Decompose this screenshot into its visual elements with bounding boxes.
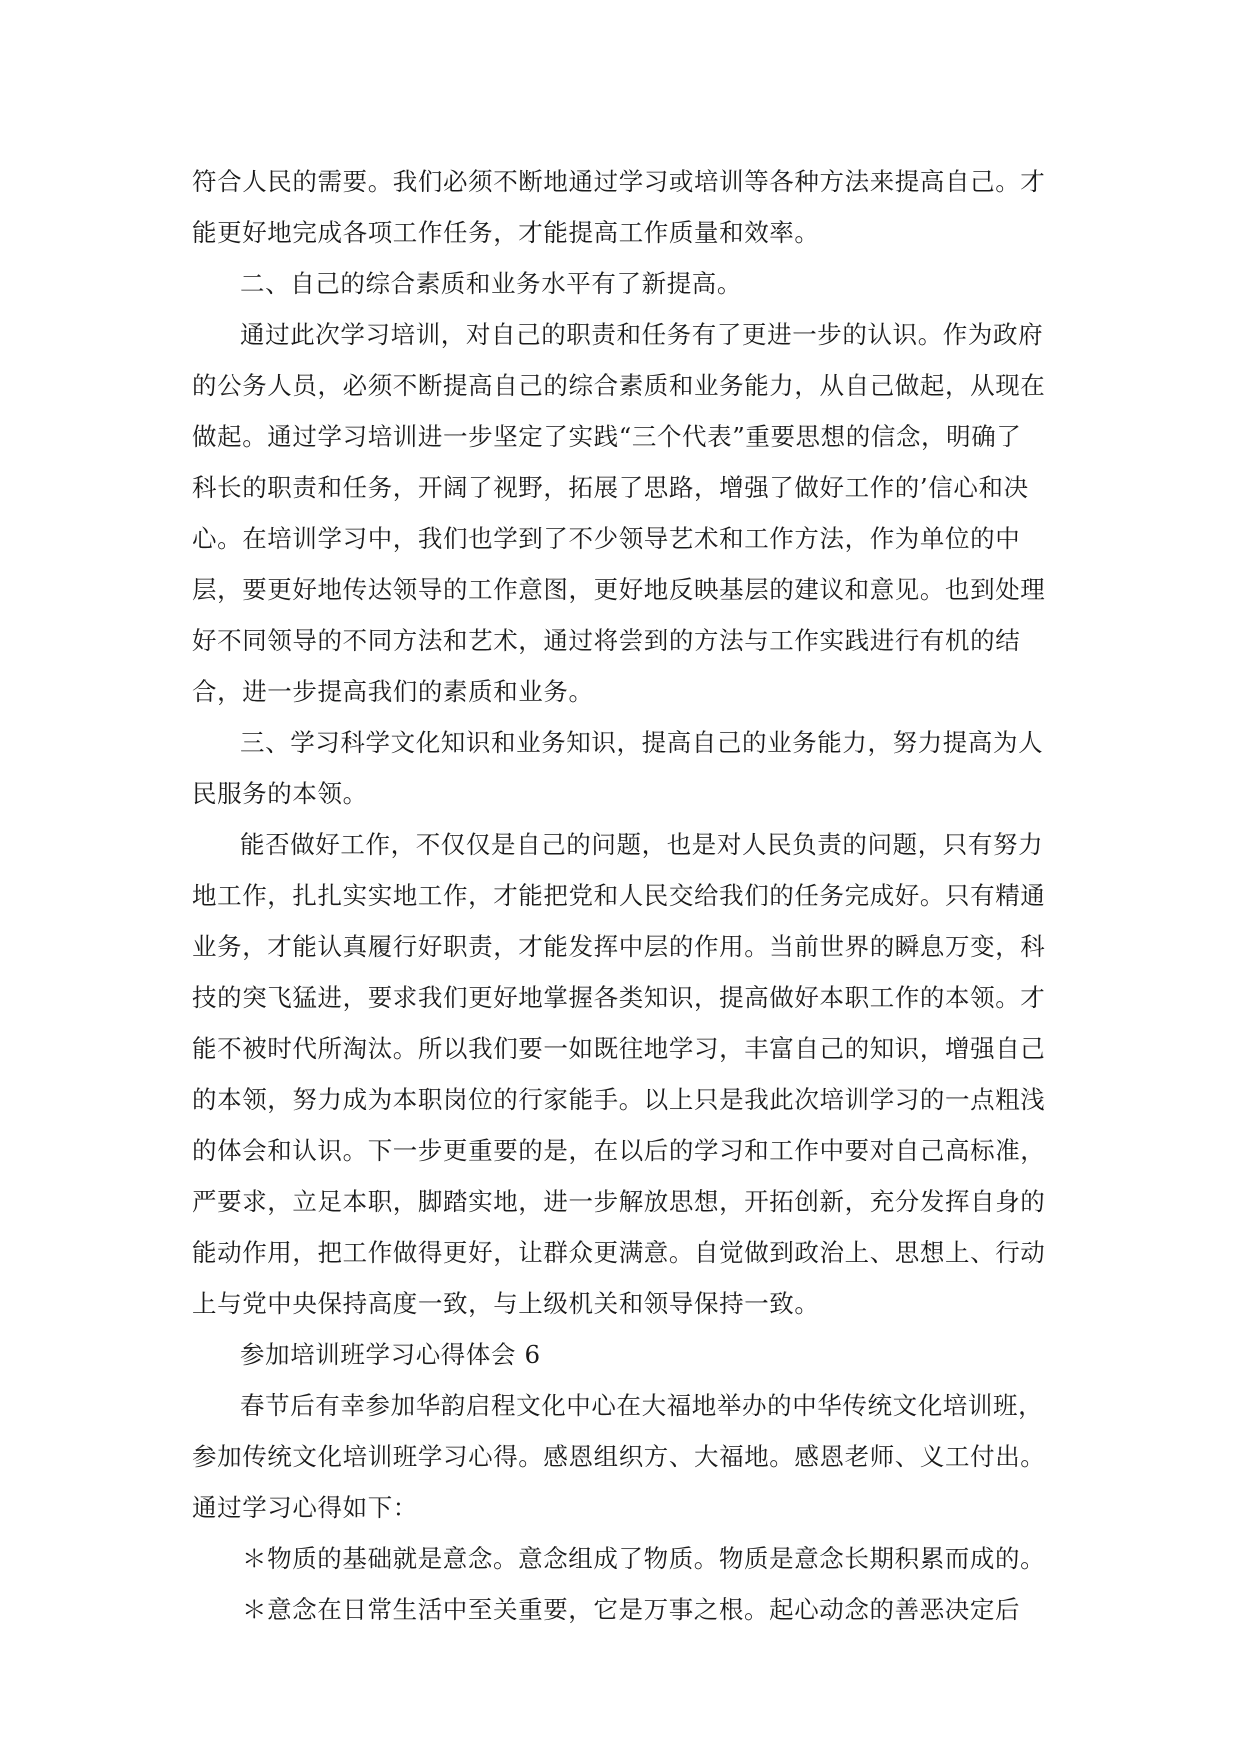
text-line: 严要求，立足本职，脚踏实地，进一步解放思想，开拓创新，充分发挥自身的: [192, 1187, 1046, 1216]
text-line: 能否做好工作，不仅仅是自己的问题，也是对人民负责的问题，只有努力: [240, 830, 1044, 859]
text-line: 合，进一步提高我们的素质和业务。: [192, 677, 594, 706]
document-body: [192, 156, 1048, 1635]
text-line: 科长的职责和任务，开阔了视野，拓展了思路，增强了做好工作的’信心和决: [192, 473, 1029, 502]
text-line: 技的突飞猛进，要求我们更好地掌握各类知识，提高做好本职工作的本领。才: [192, 983, 1046, 1012]
text-line: 能不被时代所淘汰。所以我们要一如既往地学习，丰富自己的知识，增强自己: [192, 1034, 1046, 1063]
text-line: 好不同领导的不同方法和艺术，通过将尝到的方法与工作实践进行有机的结: [192, 626, 1021, 655]
text-line: 的体会和认识。下一步更重要的是，在以后的学习和工作中要对自己高标准，: [192, 1136, 1046, 1165]
bullet-item: ＊意念在日常生活中至关重要，它是万事之根。起心动念的善恶决定后: [242, 1595, 1021, 1624]
text-line: 地工作，扎扎实实地工作，才能把党和人民交给我们的任务完成好。只有精通: [192, 881, 1046, 910]
section-heading: 三、学习科学文化知识和业务知识，提高自己的业务能力，努力提高为人: [240, 728, 1044, 757]
text-line: 上与党中央保持高度一致，与上级机关和领导保持一致。: [192, 1289, 820, 1318]
text-line: 春节后有幸参加华韵启程文化中心在大福地举办的中华传统文化培训班，: [240, 1391, 1044, 1420]
text-line: 能更好地完成各项工作任务，才能提高工作质量和效率。: [192, 218, 820, 247]
article-title: 参加培训班学习心得体会 6: [240, 1340, 541, 1369]
text-line: 做起。通过学习培训进一步坚定了实践“三个代表”重要思想的信念，明确了: [192, 422, 1022, 451]
text-line: 的本领，努力成为本职岗位的行家能手。以上只是我此次培训学习的一点粗浅: [192, 1085, 1046, 1114]
text-line: 的公务人员，必须不断提高自己的综合素质和业务能力，从自己做起，从现在: [192, 371, 1046, 400]
text-line: 民服务的本领。: [192, 779, 368, 808]
text-line: 业务，才能认真履行好职责，才能发挥中层的作用。当前世界的瞬息万变，科: [192, 932, 1046, 961]
section-heading: 二、自己的综合素质和业务水平有了新提高。: [240, 269, 742, 298]
text-line: 层，要更好地传达领导的工作意图，更好地反映基层的建议和意见。也到处理: [192, 575, 1046, 604]
text-line: 符合人民的需要。我们必须不断地通过学习或培训等各种方法来提高自己。才: [192, 167, 1046, 196]
text-line: 参加传统文化培训班学习心得。感恩组织方、大福地。感恩老师、义工付出。: [192, 1442, 1046, 1471]
bullet-item: ＊物质的基础就是意念。意念组成了物质。物质是意念长期积累而成的。: [242, 1544, 1046, 1573]
text-line: 通过学习心得如下：: [192, 1493, 418, 1522]
text-line: 能动作用，把工作做得更好，让群众更满意。自觉做到政治上、思想上、行动: [192, 1238, 1046, 1267]
text-line: 心。在培训学习中，我们也学到了不少领导艺术和工作方法，作为单位的中: [192, 524, 1021, 553]
text-line: 通过此次学习培训，对自己的职责和任务有了更进一步的认识。作为政府: [240, 320, 1044, 349]
